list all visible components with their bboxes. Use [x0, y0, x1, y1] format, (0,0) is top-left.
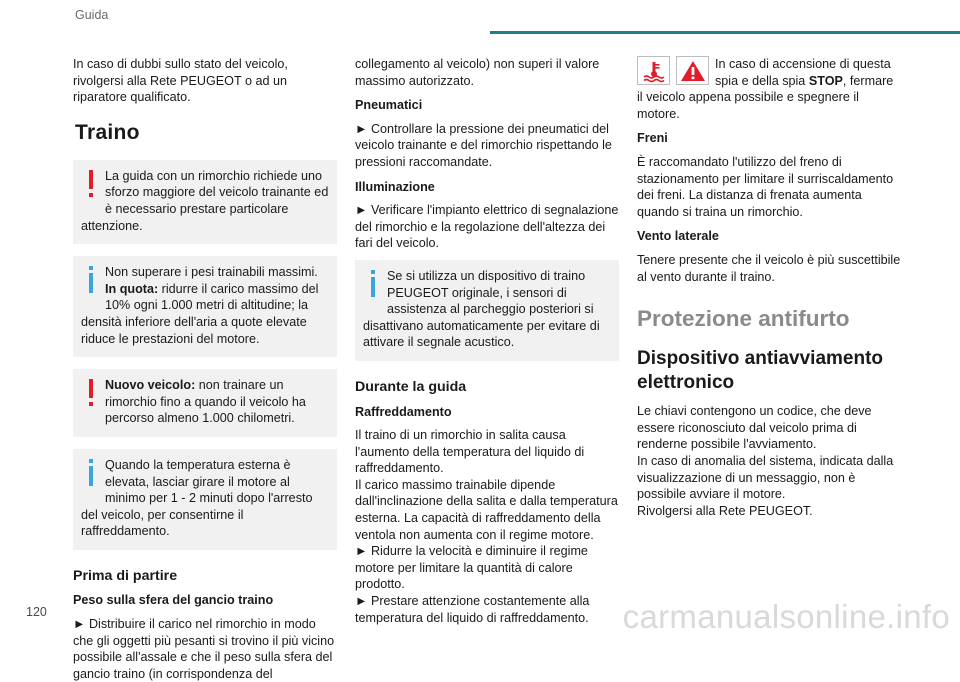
heading-prima-di-partire: Prima di partire	[73, 567, 178, 584]
note-bold-label: Nuovo veicolo:	[105, 378, 196, 393]
illuminazione-paragraph: ► Verificare l'impianto elettrico di segnalazione del rimorchio e la regolazione dell'altezza dei fari del veicolo.	[355, 203, 619, 251]
heading-dispositivo-antiavviamento: Dispositivo antiavviamento elettronico	[637, 348, 884, 394]
warning-note-3	[73, 369, 337, 437]
heading-durante-la-guida: Durante la guida	[355, 378, 467, 395]
vento-paragraph: Tenere presente che il veicolo è più suscettibile al vento durante il traino.	[637, 252, 901, 284]
warning-stop-label: STOP	[808, 73, 843, 88]
warning-exclamation-icon	[83, 170, 99, 202]
note-text: ridurre il carico massimo del 10% ogni 1.000 metri di altitudine; la densità inferiore dell'aria a quote elevate riduce le prestazioni del motore.	[81, 281, 319, 346]
warning-note-1	[73, 160, 337, 244]
warning-triangle-icon	[676, 56, 709, 85]
note-text: La guida con un rimorchio richiede uno sforzo maggiore del veicolo trainante ed è necessario prestare particolare attenzione.	[81, 168, 329, 233]
warning-text: In caso di accensione di questa spia e della spia	[715, 57, 891, 88]
note-text: Quando la temperatura esterna è elevata, lasciar girare il motore al minimo per 1 - 2 minuti dopo l'arresto del veicolo, per consentirne il raffreddamento.	[81, 457, 313, 539]
column-3	[637, 56, 901, 519]
warning-lamps	[637, 56, 709, 85]
page-number: 120	[26, 605, 47, 619]
heading-peso-sfera: Peso sulla sfera del gancio traino	[73, 593, 274, 608]
coolant-temperature-warning-icon	[637, 56, 670, 85]
note-bold-label: In quota:	[105, 281, 159, 296]
note-text: Non superare i pesi trainabili massimi.	[105, 265, 318, 280]
info-icon	[83, 459, 99, 491]
raffreddamento-line-1: Il traino di un rimorchio in salita causa l'aumento della temperatura del liquido di raffreddamento.	[355, 428, 585, 476]
info-icon	[83, 266, 99, 298]
column-1	[73, 56, 337, 682]
header-section-title: Guida	[75, 8, 109, 22]
heading-traino: Traino	[75, 120, 140, 144]
info-note-4	[73, 449, 337, 550]
watermark: carmanualsonline.info	[622, 598, 950, 635]
column-2	[355, 56, 619, 626]
intro-paragraph: In caso di dubbi sullo stato del veicolo, rivolgersi alla Rete PEUGEOT o ad un riparatore qualificato.	[73, 57, 288, 105]
warning-lamp-paragraph	[637, 56, 901, 122]
header-accent-bar	[490, 31, 960, 34]
info-note-2	[73, 256, 337, 357]
raffreddamento-line-4: ► Prestare attenzione costantemente alla temperatura del liquido di raffreddamento.	[355, 594, 590, 625]
info-icon	[365, 270, 381, 302]
heading-illuminazione: Illuminazione	[355, 179, 435, 194]
info-note-sensori	[355, 260, 619, 361]
note-text: non trainare un rimorchio fino a quando il veicolo ha percorso almeno 1.000 chilometri.	[105, 378, 306, 426]
heading-raffreddamento: Raffreddamento	[355, 404, 452, 419]
pneumatici-paragraph: ► Controllare la pressione dei pneumatici del veicolo trainante e del rimorchio rispettando le pressioni raccomandate.	[355, 121, 612, 169]
heading-vento-laterale: Vento laterale	[637, 229, 719, 244]
heading-protezione-antifurto: Protezione antifurto	[637, 306, 850, 332]
heading-pneumatici: Pneumatici	[355, 98, 423, 113]
peso-paragraph: ► Distribuire il carico nel rimorchio in modo che gli oggetti più pesanti si trovino il più vicino possibile all'assale e che il peso sulla sfera del gancio traino (in corrispondenza del	[73, 617, 335, 681]
note-text: Se si utilizza un dispositivo di traino PEUGEOT originale, i sensori di assistenza al parcheggio posteriori si disattivano automaticamente per evitare di attivare il segnale acustico.	[363, 268, 600, 350]
dispositivo-line-3: Rivolgersi alla Rete PEUGEOT.	[637, 503, 813, 518]
dispositivo-line-2: In caso di anomalia del sistema, indicata dalla visualizzazione di un messaggio, non è possibile avviare il motore.	[637, 453, 894, 502]
raffreddamento-line-3: ► Ridurre la velocità e diminuire il regime motore per limitare la quantità di calore prodotto.	[355, 544, 588, 592]
dispositivo-line-1: Le chiavi contengono un codice, che deve essere riconosciuto dal veicolo prima di renderne possibile l'avviamento.	[637, 404, 872, 452]
raffreddamento-line-2: Il carico massimo trainabile dipende dall'inclinazione della salita e dalla temperatura esterna. La capacità di raffreddamento della ventola non aumenta con il regime motore.	[355, 477, 618, 542]
continued-paragraph: collegamento al veicolo) non superi il valore massimo autorizzato.	[355, 57, 600, 88]
freni-paragraph: È raccomandato l'utilizzo del freno di stazionamento per limitare il surriscaldamento dei freni. La distanza di frenata aumenta quando si traina un rimorchio.	[637, 154, 894, 219]
warning-exclamation-icon	[83, 379, 99, 411]
warning-text: , fermare il veicolo appena possibile e spegnere il motore.	[637, 73, 894, 121]
heading-freni: Freni	[637, 131, 668, 146]
